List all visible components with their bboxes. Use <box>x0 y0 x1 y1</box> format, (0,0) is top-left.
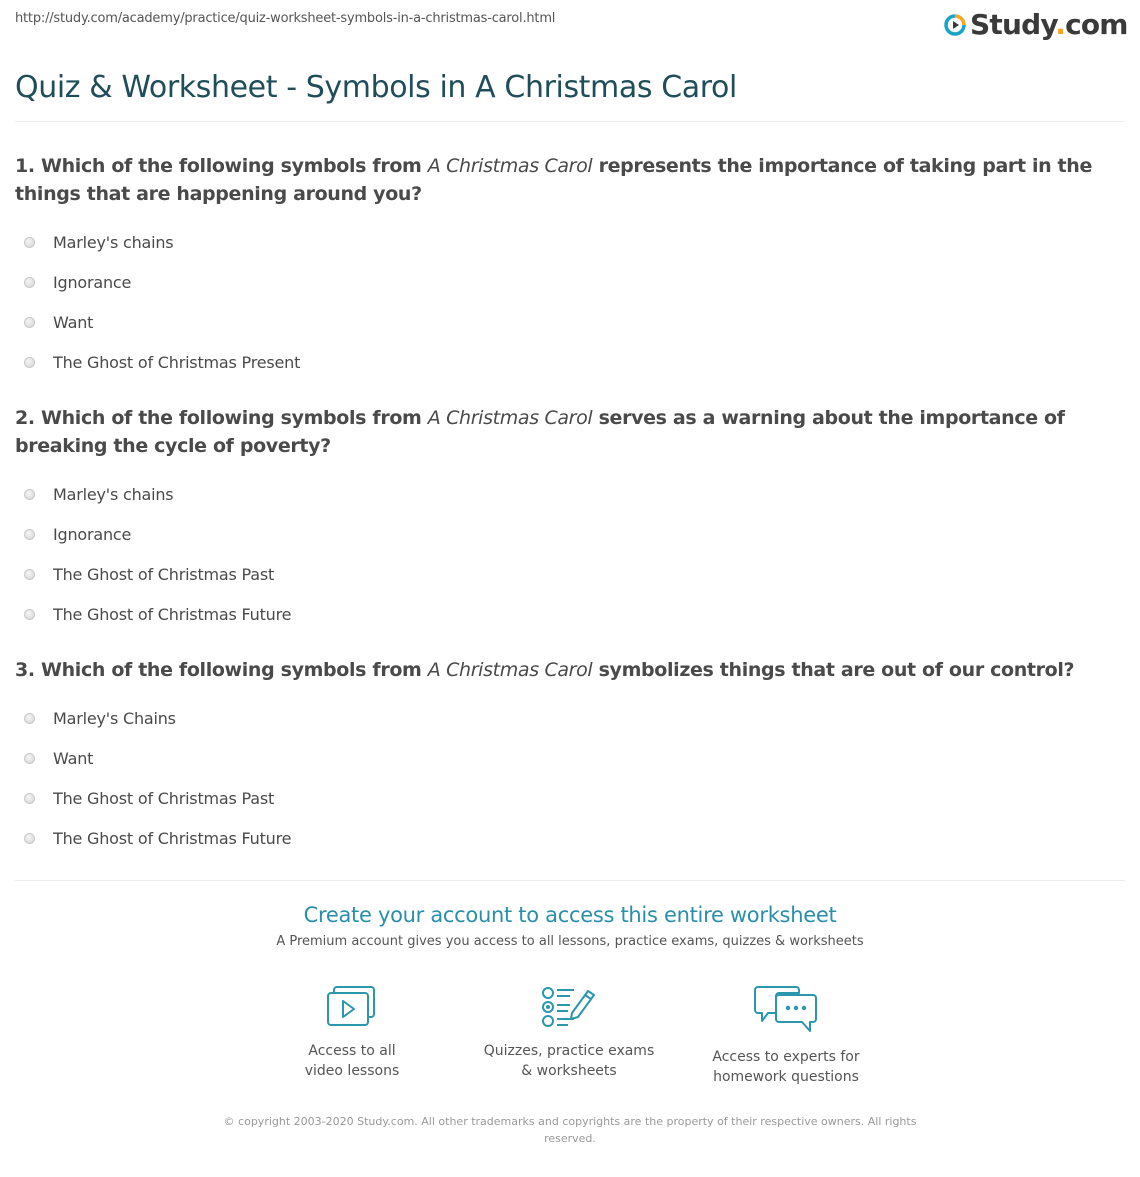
radio-button[interactable] <box>24 237 35 248</box>
chat-bubbles-icon <box>754 985 818 1035</box>
radio-button[interactable] <box>24 753 35 764</box>
answer-option[interactable]: The Ghost of Christmas Future <box>15 594 1120 634</box>
answer-option[interactable]: The Ghost of Christmas Past <box>15 778 1120 818</box>
feature-label: Access to experts for homework questions <box>712 1049 860 1085</box>
answer-options <box>15 222 1120 382</box>
radio-button[interactable] <box>24 357 35 368</box>
radio-button[interactable] <box>24 793 35 804</box>
radio-button[interactable] <box>24 489 35 500</box>
question-text: 2. Which of the following symbols from A Christmas Carol serves as a warning about the importance of breaking the cycle of poverty? <box>15 407 1065 457</box>
question-text: 1. Which of the following symbols from A Christmas Carol represents the importance of taking part in the things that are happening around you? <box>15 155 1092 205</box>
radio-button[interactable] <box>24 277 35 288</box>
quiz-checklist-icon <box>540 985 598 1029</box>
feature-label: Quizzes, practice exams & worksheets <box>483 1043 655 1079</box>
answer-option[interactable]: The Ghost of Christmas Past <box>15 554 1120 594</box>
answer-option[interactable]: Marley's Chains <box>15 698 1120 738</box>
logo-text: Study.com <box>970 8 1128 41</box>
divider <box>15 121 1125 122</box>
video-lessons-icon <box>326 985 378 1029</box>
play-circle-logo-icon <box>944 14 966 36</box>
answer-options <box>15 698 1120 858</box>
create-account-link[interactable]: Create your account to access this entire worksheet <box>303 903 837 927</box>
answer-option[interactable]: Marley's chains <box>15 222 1120 262</box>
feature-video-lessons <box>252 985 452 1081</box>
cta-subtitle: A Premium account gives you access to all lessons, practice exams, quizzes & worksheets <box>276 934 864 949</box>
answer-options <box>15 474 1120 634</box>
question-text: 3. Which of the following symbols from A Christmas Carol symbolizes things that are out of our control? <box>15 659 1075 681</box>
question-3 <box>15 656 1120 858</box>
radio-button[interactable] <box>24 833 35 844</box>
answer-option[interactable]: Ignorance <box>15 262 1120 302</box>
feature-experts <box>686 985 886 1087</box>
answer-option[interactable]: Want <box>15 302 1120 342</box>
radio-button[interactable] <box>24 569 35 580</box>
radio-button[interactable] <box>24 713 35 724</box>
answer-option[interactable]: Ignorance <box>15 514 1120 554</box>
answer-option[interactable]: Marley's chains <box>15 474 1120 514</box>
question-1 <box>15 152 1120 382</box>
answer-option[interactable]: The Ghost of Christmas Present <box>15 342 1120 382</box>
copyright-notice: © copyright 2003-2020 Study.com. All other trademarks and copyrights are the property of their respective owners. All rights reserved. <box>223 1115 917 1145</box>
radio-button[interactable] <box>24 609 35 620</box>
page-url: http://study.com/academy/practice/quiz-worksheet-symbols-in-a-christmas-carol.html <box>15 11 556 26</box>
page-title: Quiz & Worksheet - Symbols in A Christmas Carol <box>15 70 737 105</box>
divider <box>15 880 1125 881</box>
answer-option[interactable]: Want <box>15 738 1120 778</box>
radio-button[interactable] <box>24 317 35 328</box>
answer-option[interactable]: The Ghost of Christmas Future <box>15 818 1120 858</box>
question-2 <box>15 404 1120 634</box>
feature-quizzes <box>469 985 669 1081</box>
study-logo[interactable] <box>944 9 1128 41</box>
radio-button[interactable] <box>24 529 35 540</box>
feature-label: Access to all video lessons <box>304 1043 400 1079</box>
